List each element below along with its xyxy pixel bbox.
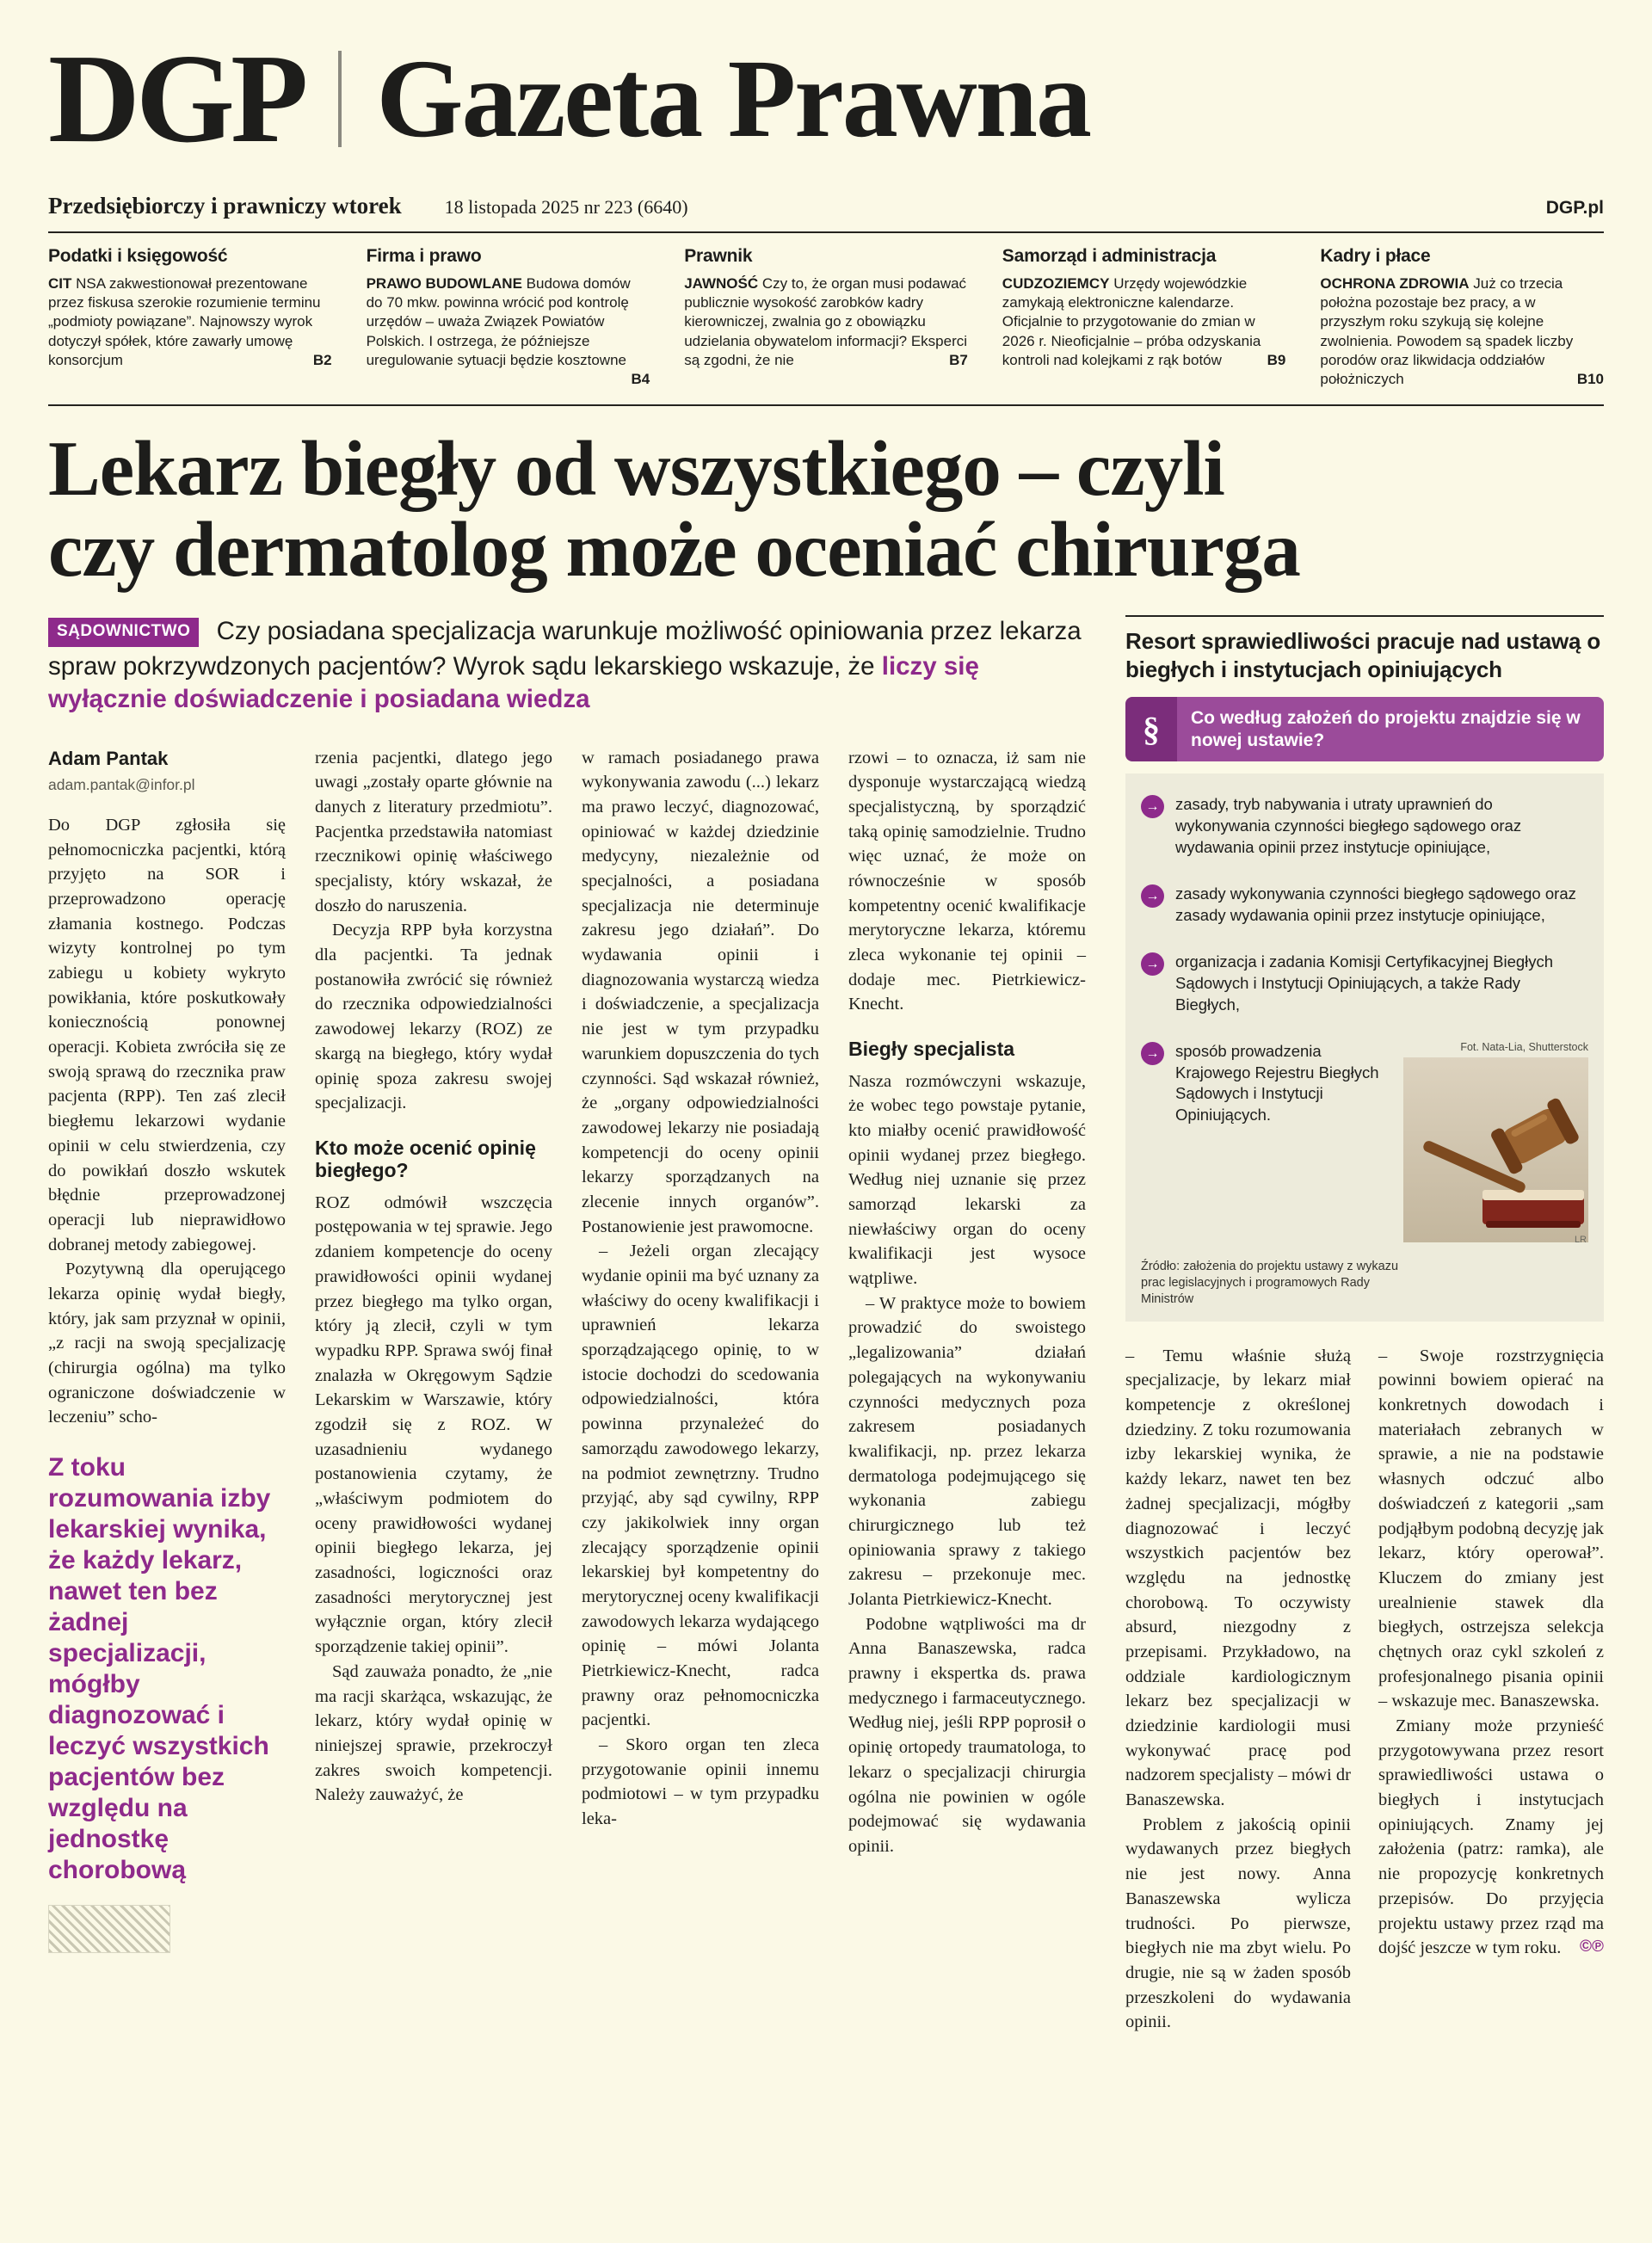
bullet-text: zasady, tryb nabywania i utraty uprawnień do wykonywania czynności biegłego sądowego oraz wydawania opinii przez instytucje opiniujące, xyxy=(1175,795,1522,856)
teaser-kicker: CIT xyxy=(48,275,72,293)
lead-highlight: liczy się wyłącznie doświadczenie i posiadana wiedza xyxy=(48,651,979,714)
article-paragraph: Nasza rozmówczyni wskazuje, że wobec tego powstaje pytanie, kto miałby ocenić prawidłowość opinii wydanej przez biegłego. Według niej uznanie się przez samorząd lekarski za niewłaściwy organ do oceny kwalifikacji jest wysoce wątpliwe. xyxy=(848,1071,1086,1289)
teaser-podatki xyxy=(48,246,332,389)
author-name: Adam Pantak xyxy=(48,747,169,769)
article-column-4 xyxy=(848,746,1086,1953)
article-column-3 xyxy=(582,746,819,1953)
article-paragraph: ROZ odmówił wszczęcia postępowania w tej sprawie. Jego zdaniem kompetencje do oceny prawidłowości opinii wydanej przez biegłego ma tylko organ, który ją zlecił, czyli w tym wypadku RPP. Sprawa swój finał znalazła w Okręgowym Sądzie Lekarskim w Warszawie, który zgodził się z ROZ. W uzasadnieniu wydanego postanowienia czytamy, że „właściwym podmiotem do oceny prawidłowości wydanej opinii biegłego lekarza, jej zasadności, logiczności oraz zasadności merytorycznej jest wyłącznie organ, który zlecił sporządzenie takiej opinii”. xyxy=(315,1192,552,1657)
arrow-icon: → xyxy=(1141,795,1164,818)
teaser-kicker: JAWNOŚĆ xyxy=(684,275,759,293)
teaser-body: NSA zakwestionował prezentowane przez fiskusa szerokie rozumienie terminu „podmioty powiązane”. Najnowszy wyrok dotyczył spółek, które zawarły umowę konsorcjum xyxy=(48,275,321,368)
article-zone xyxy=(48,615,1086,2035)
teaser-kicker: PRAWO BUDOWLANE xyxy=(366,275,522,293)
sidebar-zone xyxy=(1125,615,1604,2035)
sidebar-question-text: Co według założeń do projektu znajdzie się w nowej ustawie? xyxy=(1177,697,1604,761)
article-column-5 xyxy=(1125,1344,1351,2035)
gazeta-prawna-logo: Gazeta Prawna xyxy=(376,36,1091,161)
teaser-row xyxy=(48,231,1604,406)
paragraph-section-icon: § xyxy=(1125,697,1177,761)
lead-paragraph xyxy=(48,615,1086,716)
article-paragraph: Podobne wątpliwości ma dr Anna Banaszewska, radca prawny i ekspertka ds. prawa medycznego i farmaceutycznego. Według niej, jeśli RPP poprosił o opinię ortopedy traumatologa, to lekarz o specjalizacji chirurgia ogólna nie powinien w ogóle podejmować się wydawania opinii. xyxy=(848,1614,1086,1856)
masthead-divider xyxy=(338,51,342,147)
arrow-icon: → xyxy=(1141,884,1164,908)
teaser-text xyxy=(1002,274,1286,369)
teaser-body: Już co trzecia położna pozostaje bez pracy, a w przyszłym roku szykują się kolejne zwolnienia. Powodem są spadek liczby porodów oraz likwidacja oddziałów położniczych xyxy=(1320,275,1574,387)
article-paragraph: – Skoro organ ten zleca przygotowanie opinii innemu podmiotowi – w tym przypadku leka- xyxy=(582,1735,819,1829)
end-of-article-mark: ©℗ xyxy=(1580,1938,1604,1956)
page-reference: B10 xyxy=(1576,370,1604,387)
teaser-kicker: CUDZOZIEMCY xyxy=(1002,275,1110,293)
article-paragraph: – W praktyce może to bowiem prowadzić do swoistego „legalizowania” działań polegających na wykonywaniu czynności medycznych poza zakresem posiadanych kwalifikacji, np. przez lekarza dermatologa podejmującego się wykonania zabiegu chirurgicznego lub też opiniowania sprawy z takiego zakresu – przekonuje mec. Jolanta Pietrkiewicz-Knecht. xyxy=(848,1293,1086,1610)
teaser-text xyxy=(48,274,332,369)
sidebar-bullet-2 xyxy=(1141,884,1588,926)
article-column-2 xyxy=(315,746,552,1953)
page-reference: B7 xyxy=(949,351,968,368)
pull-quote: Z toku rozumowania izby lekarskiej wynika, że każdy lekarz, nawet ten bez żadnej specjalizacji, mógłby diagnozować i leczyć wszystkich pacjentów bez względu na jednostkę chorobową xyxy=(48,1453,271,1885)
section-badge: SĄDOWNICTWO xyxy=(48,618,199,647)
teaser-section-title: Kadry i płace xyxy=(1320,246,1431,267)
article-paragraph xyxy=(1378,1714,1604,1961)
teaser-section-title: Samorząd i administracja xyxy=(1002,246,1217,267)
arrow-icon: → xyxy=(1141,1042,1164,1065)
byline xyxy=(48,746,286,796)
article-paragraph: Decyzja RPP była korzystna dla pacjentki. Ta jednak postanowiła zwrócić się również do rzecznika odpowiedzialności zawodowej lekarzy (ROZ) ze skargą na biegłego, który wydał opinię spoza zakresu swojej specjalizacji. xyxy=(315,921,552,1113)
sidebar-media-row xyxy=(1141,1041,1588,1247)
masthead xyxy=(48,28,1604,169)
lead-text: Czy posiadana specjalizacja warunkuje możliwość opiniowania przez lekarza spraw pokrzywdzonych pacjentów? Wyrok sądu lekarskiego wskazuje, że xyxy=(48,617,1082,681)
article-subhead: Biegły specjalista xyxy=(848,1038,1015,1061)
bullet-text: sposób prowadzenia Krajowego Rejestru Biegłych Sądowych i Instytucji Opiniujących. xyxy=(1175,1042,1379,1124)
teaser-kadry xyxy=(1320,246,1604,389)
arrow-icon: → xyxy=(1141,952,1164,976)
bullet-text: organizacja i zadania Komisji Certyfikacyjnej Biegłych Sądowych i Instytucji Opiniujących, a także Rady Biegłych, xyxy=(1175,952,1554,1014)
sidebar-bullet-1 xyxy=(1141,794,1588,858)
teaser-firma xyxy=(367,246,650,389)
issue-date: 18 listopada 2025 nr 223 (6640) xyxy=(444,196,688,219)
article-subhead: Kto może ocenić opinię biegłego? xyxy=(315,1136,536,1182)
edition-name: Przedsiębiorczy i prawniczy wtorek xyxy=(48,193,402,219)
article-paragraph: Problem z jakością opinii wydawanych przez biegłych nie jest nowy. Anna Banaszewska wylicza trudności. Po pierwsze, biegłych nie ma zbyt wielu. Po drugie, nie są w żaden sposób przeszkoleni do wydawania opinii. xyxy=(1125,1815,1351,2032)
article-paragraph: rzenia pacjentki, dlatego jego uwagi „zostały oparte głównie na danych z literatury przedmiotu”. Pacjentka przedstawiła natomiast rzecznikowi opinię właściwego specjalisty, który wskazał, że doszło do naruszenia. xyxy=(315,748,552,915)
sidebar-info-box xyxy=(1125,773,1604,1321)
article-continuation xyxy=(1125,1344,1604,2035)
article-paragraph: – Jeżeli organ zlecający wydanie opinii ma być uznany za właściwy do oceny kwalifikacji i uprawnień lekarza sporządzającego opinię, to w istocie dochodzi do scedowania odpowiedzialności, która powinna przynależeć do samorządu zawodowego lekarzy, na podmiot zewnętrzny. Trudno przyjąć, aby sąd cywilny, RPP czy jakikolwiek inny organ zlecający sporządzenie opinii lekarskiej był kompetentny do merytorycznej oceny kwalifikacji zawodowych lekarza wydającego opinię – mówi Jolanta Pietrkiewicz-Knecht, radca prawny oraz pełnomocniczka pacjentki. xyxy=(582,1242,819,1730)
sidebar-source-note: Źródło: założenia do projektu ustawy z wykazu prac legislacyjnych i programowych Rady Ministrów xyxy=(1141,1260,1399,1306)
teaser-text xyxy=(684,274,968,369)
sidebar-bullet-4 xyxy=(1141,1041,1396,1247)
headline-line-2: czy dermatolog może oceniać chirurga xyxy=(48,505,1300,593)
sidebar-question-header xyxy=(1125,697,1604,761)
article-paragraph: – Temu właśnie służą specjalizacje, by lekarz miał kompetencje z określonej dziedziny. Z toku rozumowania izby lekarskiej wynika, że każdy lekarz, nawet ten bez żadnej specjalizacji, mógłby diagnozować i leczyć wszystkich pacjentów bez względu na jednostkę chorobową. To oczywisty absurd, niezgodny z przepisami. Przykładowo, na oddziale kardiologicznym lekarz bez specjalizacji w dziedzinie kardiologii musi wykonywać pracę pod nadzorem specjalisty – mówi dr Banaszewska. xyxy=(1125,1346,1351,1810)
article-paragraph-text: Zmiany może przynieść przygotowywana przez resort sprawiedliwości ustawa o biegłych i instytucjach opiniujących. Znamy jej założenia (patrz: ramka), ale nie propozycję konkretnych przepisów. Do przyjęcia projektu ustawy przez rząd ma dojść jeszcze w tym roku. xyxy=(1378,1716,1604,1958)
author-email: adam.pantak@infor.pl xyxy=(48,776,195,794)
photo-initials: LR xyxy=(1574,1235,1587,1246)
teaser-body: Czy to, że organ musi podawać publicznie wysokość zarobków kadry kierowniczej, zwalnia go z obowiązku udzielania obywatelom informacji? Eksperci są zgodni, że nie xyxy=(684,275,968,368)
main-content-area xyxy=(48,615,1604,2035)
dgp-logo: DGP xyxy=(48,28,305,169)
article-paragraph: Do DGP zgłosiła się pełnomocniczka pacjentki, którą przyjęto na SOR i przeprowadzono operację złamania kostnego. Podczas wizyty kontrolnej po tym zabiegu u kobiety wykryto powikłania, które poskutkowały koniecznością ponownej operacji. Kobieta zwróciła się ze swoją sprawą do rzecznika praw pacjenta (RPP). Ten zaś zlecił biegłemu lekarzowi wydanie opinii w celu stwierdzenia, czy do powikłań doszło wskutek błędnie przeprowadzonej operacji lub nieprawidłowo dobranej metody zabiegowej. xyxy=(48,815,286,1254)
sidebar-bullet-3 xyxy=(1141,952,1588,1015)
teaser-text xyxy=(1320,274,1604,389)
teaser-section-title: Prawnik xyxy=(684,246,753,267)
teaser-prawnik xyxy=(684,246,968,389)
teaser-samorzad xyxy=(1002,246,1286,389)
gavel-photo-illustration xyxy=(1403,1057,1588,1242)
article-paragraph: – Swoje rozstrzygnięcia powinni bowiem opierać na konkretnych dowodach i materiałach zebranych w sprawie, a nie na podstawie własnych odczuć albo doświadczeń z kategorii „sam podjąłbym podobną decyzję jak lekarz, który operował”. Kluczem do zmiany jest urealnienie stawek dla biegłych, ostrzejsza selekcja chętnych oraz cykl szkoleń z profesjonalnego pisania opinii – wskazuje mec. Banaszewska. xyxy=(1378,1346,1604,1711)
article-paragraph: rzowi – to oznacza, iż sam nie dysponuje wystarczającą wiedzą specjalistyczną, by sporządzić taką opinię samodzielnie. Trudno więc uznać, że może on równocześnie w sposób kompetentny ocenić kwalifikacje merytoryczne lekarza, któremu zleca wykonanie tej opinii – dodaje mec. Pietrkiewicz-Knecht. xyxy=(848,748,1086,1014)
page-reference: B4 xyxy=(631,370,650,387)
teaser-text xyxy=(366,274,650,387)
article-column-6 xyxy=(1378,1344,1604,2035)
column-filler-ornament xyxy=(48,1905,170,1953)
teaser-body: Urzędy wojewódzkie zamykają elektroniczne kalendarze. Oficjalnie to przygotowanie do zmian w 2026 r. Nieoficjalnie – próba odzyskania kontroli nad kolejkami z rąk botów xyxy=(1002,275,1261,368)
teaser-section-title: Podatki i księgowość xyxy=(48,246,228,267)
article-paragraph: Pozytywną dla operującego lekarza opinię wydał biegły, który, jak sam przyznał w opinii, „z racji na swoją specjalizację (chirurgia ogólna) ma tylko ograniczone doświadczenie w leczeniu” scho- xyxy=(48,1260,286,1427)
article-body xyxy=(48,746,1086,1953)
photo-credit: Fot. Nata-Lia, Shutterstock xyxy=(1460,1041,1588,1054)
dateline xyxy=(48,193,1604,231)
page-reference: B2 xyxy=(312,351,332,368)
article-paragraph: w ramach posiadanego prawa wykonywania zawodu (...) lekarz ma prawo leczyć, diagnozować, opiniować w każdej dziedzinie medycyny, niezależnie od specjalności, a posiadana specjalizacja nie determinuje zakresu jego działań”. Do wydawania opinii i diagnozowania wystarczą wiedza i doświadczenie, a specjalizacja nie jest w tym przypadku warunkiem dopuszczenia do tych czynności. Sąd wskazał również, że „organy odpowiedzialności zawodowej lekarzy nie posiadają kompetencji do oceny opinii lekarzy sporządzanych na zlecenie innych organów”. Postanowienie jest prawomocne. xyxy=(582,748,819,1236)
teaser-section-title: Firma i prawo xyxy=(366,246,482,267)
website-label: DGP.pl xyxy=(1545,198,1604,219)
main-headline xyxy=(48,424,1604,593)
sidebar-title: Resort sprawiedliwości pracuje nad ustawą o biegłych i instytucjach opiniujących xyxy=(1125,615,1604,683)
headline-line-1: Lekarz biegły od wszystkiego – czyli xyxy=(48,424,1224,512)
article-column-1 xyxy=(48,746,286,1953)
page-reference: B9 xyxy=(1267,351,1286,368)
teaser-kicker: OCHRONA ZDROWIA xyxy=(1320,275,1470,293)
teaser-body: Budowa domów do 70 mkw. powinna wrócić pod kontrolę urzędów – uważa Związek Powiatów Polskich. I ostrzega, że późniejsze uregulowanie sytuacji będzie kosztowne xyxy=(366,275,631,368)
bullet-text: zasady wykonywania czynności biegłego sądowego oraz zasady wydawania opinii przez instytucje opiniujące, xyxy=(1175,884,1576,924)
article-paragraph: Sąd zauważa ponadto, że „nie ma racji skarżąca, wskazując, że lekarz, który wydał opinię w niniejszej sprawie, przekroczył zakres swoich kompetencji. Należy zauważyć, że xyxy=(315,1661,552,1805)
sidebar-photo xyxy=(1403,1041,1588,1247)
